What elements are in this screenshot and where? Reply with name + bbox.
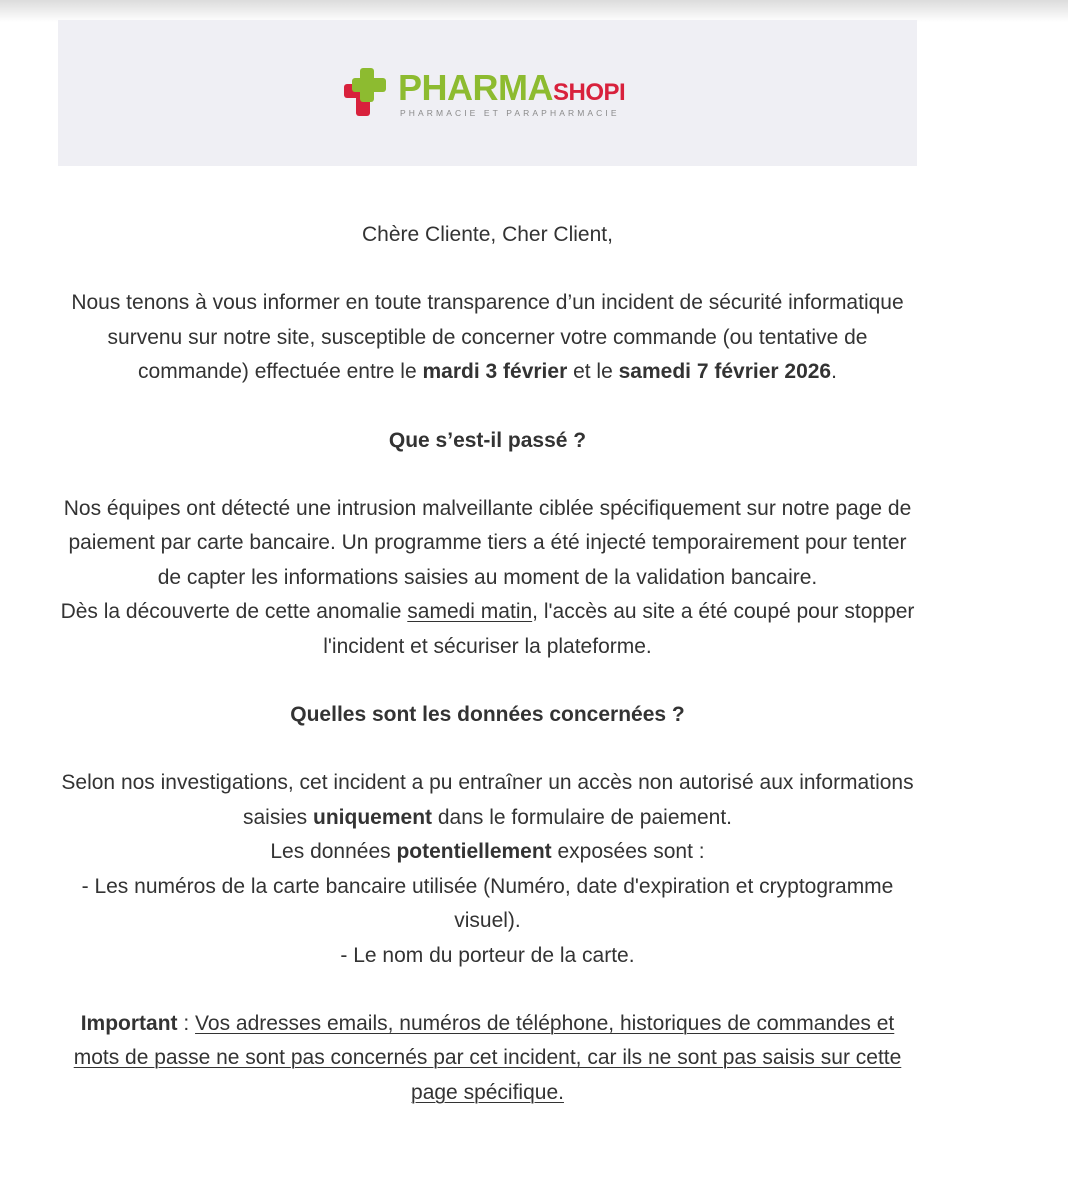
important-separator: : xyxy=(177,1011,196,1035)
discovery-paragraph xyxy=(60,595,915,664)
heading-what-happened xyxy=(60,424,915,458)
top-shade xyxy=(0,0,1068,22)
list-item: - Le nom du porteur de la carte. xyxy=(340,943,635,967)
brand-shop: SHOPI xyxy=(553,79,626,106)
exposed-bold: potentiellement xyxy=(396,840,552,864)
brand-name xyxy=(398,67,626,108)
brand-tagline: PHARMACIE ET PARAPHARMACIE xyxy=(400,108,620,118)
intro-text-2: et le xyxy=(567,360,619,384)
intro-text-3: . xyxy=(831,360,837,384)
letter-body xyxy=(60,218,915,1110)
exposed-text-1: Les données xyxy=(270,840,397,864)
list-item: - Les numéros de la carte bancaire utilisée (Numéro, date d'expiration et cryptogramme visuel). xyxy=(81,874,894,933)
important-notice xyxy=(60,1007,915,1110)
investigation-paragraph xyxy=(60,766,915,835)
intro-paragraph xyxy=(60,286,915,389)
incident-paragraph: Nos équipes ont détecté une intrusion malveillante ciblée spécifiquement sur notre page de paiement par carte bancaire. Un programme tiers a été injecté temporairement pour tenter de capter les informations saisies au moment de la validation bancaire. xyxy=(63,497,912,589)
greeting: Chère Cliente, Cher Client, xyxy=(362,223,613,246)
heading-1-text: Que s’est-il passé ? xyxy=(388,428,587,452)
pharmacy-cross-icon xyxy=(344,68,396,120)
exposed-data-intro xyxy=(60,835,915,869)
investigation-text-1: Selon nos investigations, cet incident a pu entraîner un accès non autorisé aux informations saisies xyxy=(61,771,914,829)
discovery-time-link[interactable]: samedi matin xyxy=(407,600,533,624)
exposed-text-2: exposées sont : xyxy=(551,840,705,864)
discovery-text-1: Dès la découverte de cette anomalie xyxy=(60,600,408,624)
intro-date-start: mardi 3 février xyxy=(422,360,568,384)
important-text: Vos adresses emails, numéros de téléphone, historiques de commandes et mots de passe ne sont pas concernés par cet incident, car ils ne sont pas saisis sur cette page spécifique. xyxy=(73,1011,902,1104)
important-label: Important xyxy=(80,1011,178,1035)
brand-main: PHARMA xyxy=(398,67,553,108)
heading-data-concerned xyxy=(60,698,915,732)
investigation-bold: uniquement xyxy=(313,805,433,829)
pharmashopi-logo xyxy=(344,68,644,128)
intro-date-end: samedi 7 février 2026 xyxy=(618,360,832,384)
heading-2-text: Quelles sont les données concernées ? xyxy=(290,703,685,727)
discovery-text-2: , l'accès au site a été coupé pour stopper l'incident et sécuriser la plateforme. xyxy=(323,600,915,658)
investigation-text-2: dans le formulaire de paiement. xyxy=(432,805,733,829)
intro-text-1: Nous tenons à vous informer en toute transparence d’un incident de sécurité informatique survenu sur notre site, susceptible de concerner votre commande (ou tentative de commande) effectuée entre le xyxy=(71,291,904,384)
